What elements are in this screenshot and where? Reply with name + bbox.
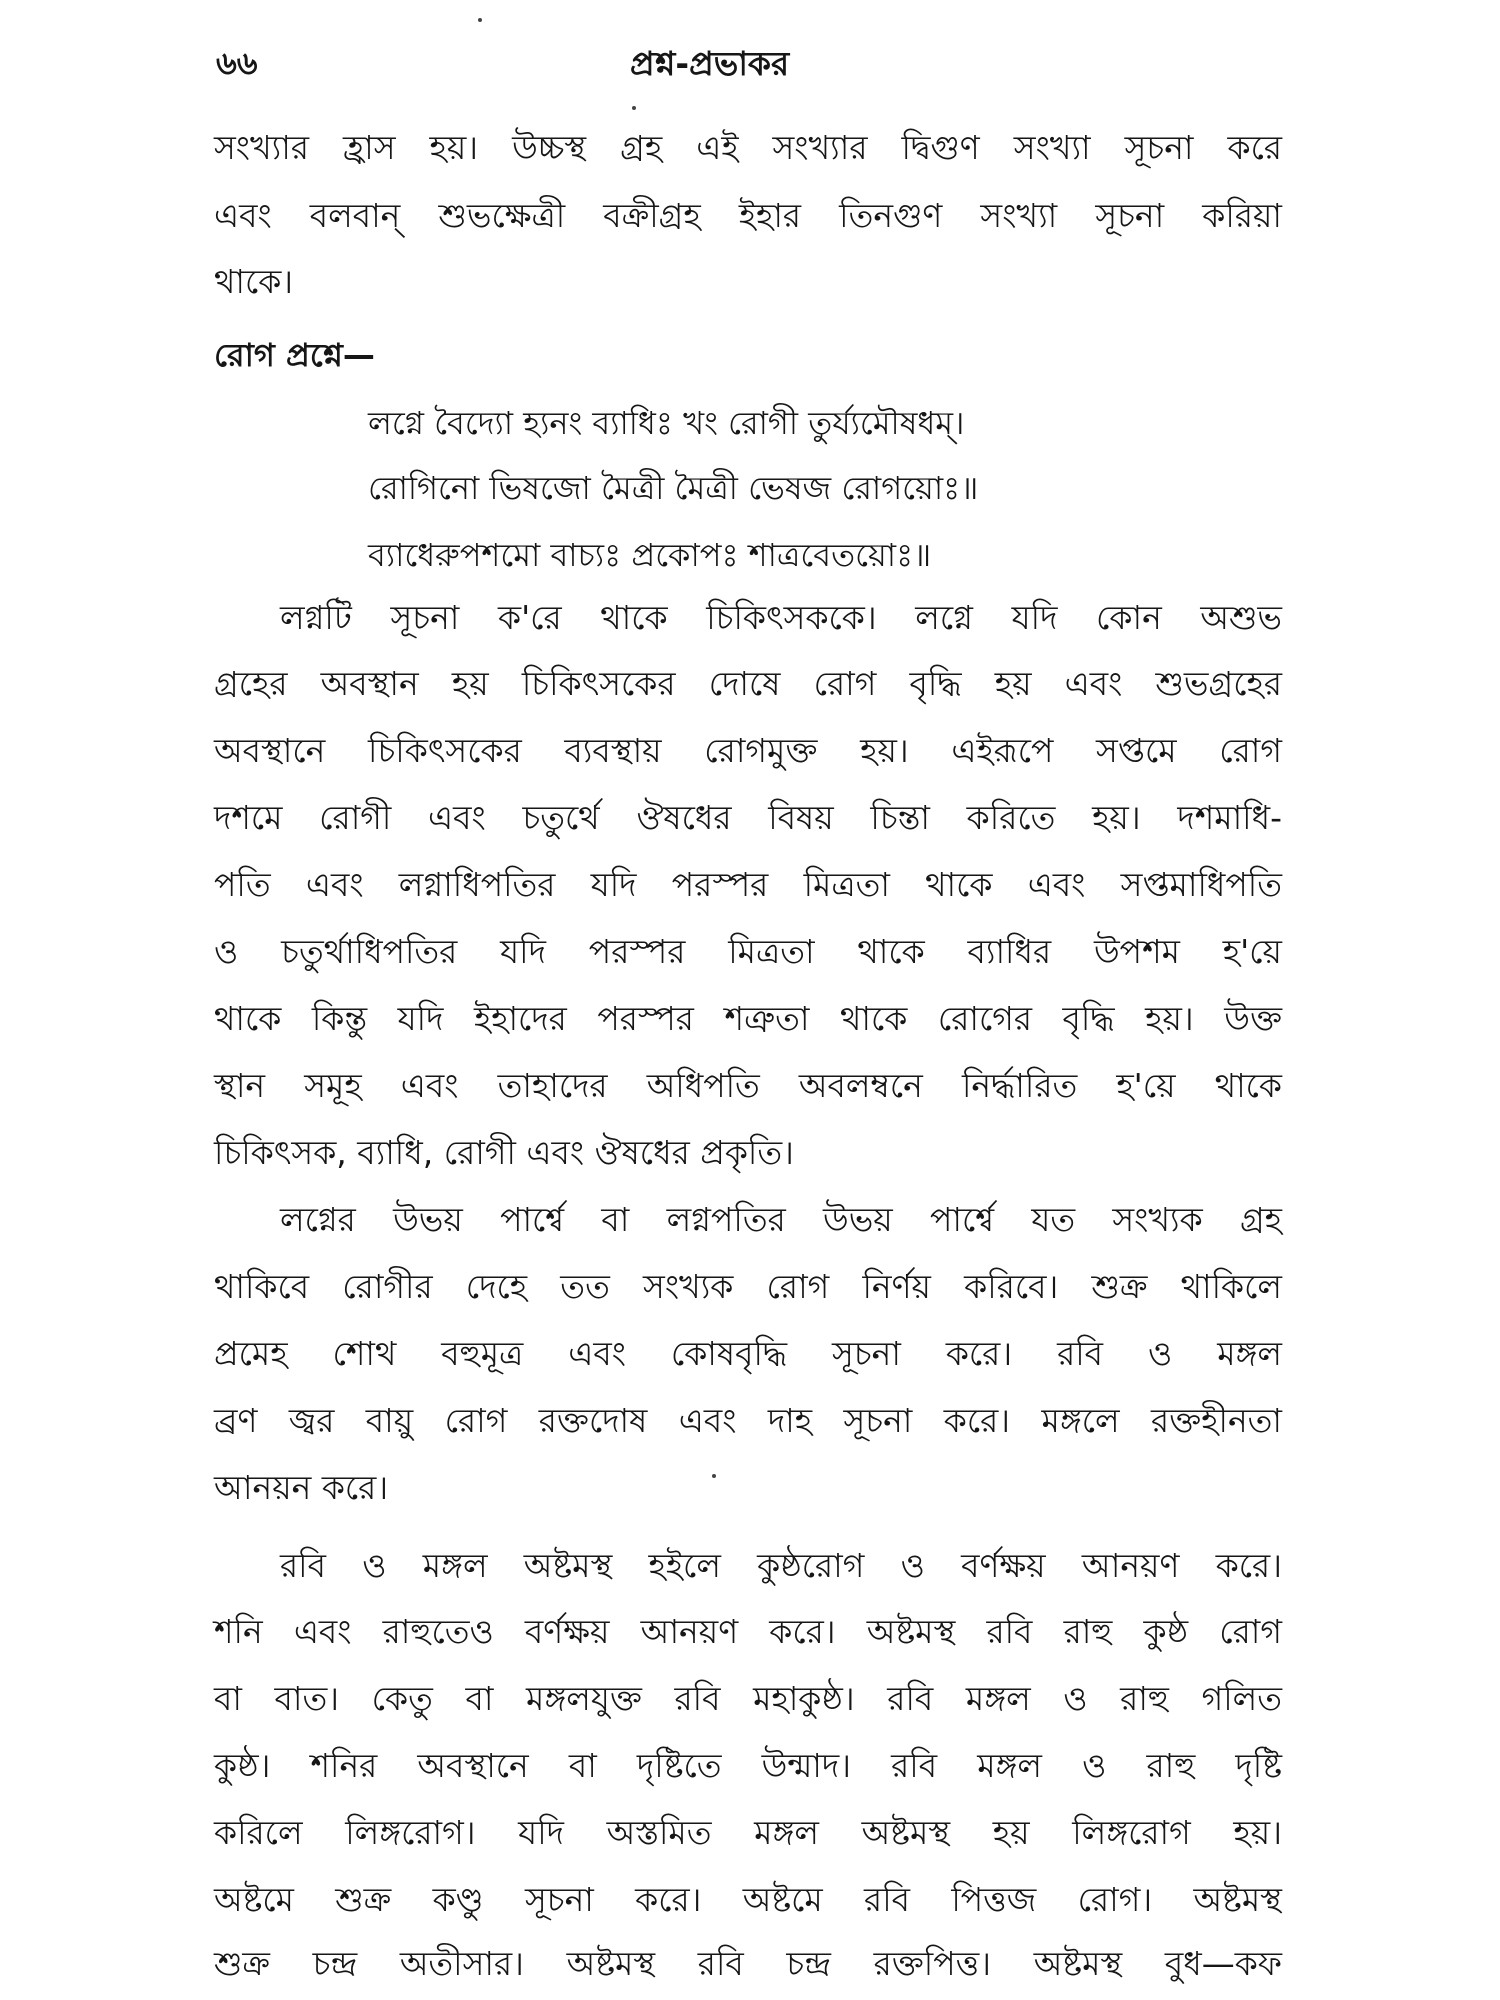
page-number: ৬৬ <box>216 44 258 82</box>
verse-line: রোগিনো ভিষজো মৈত্রী মৈত্রী ভেষজ রোগয়োঃ॥ <box>368 469 979 507</box>
paragraph-line: করিলে লিঙ্গরোগ। যদি অস্তমিত মঙ্গল অষ্টমস্থ হয় লিঙ্গরোগ হয়। <box>214 1813 1282 1852</box>
paragraph-line: ব্রণ জ্বর বায়ু রোগ রক্তদোষ এবং দাহ সূচনা করে। মঙ্গলে রক্তহীনতা <box>214 1401 1282 1440</box>
paragraph-line: দশমে রোগী এবং চতুর্থে ঔষধের বিষয় চিন্তা করিতে হয়। দশমাধি- <box>214 798 1282 837</box>
paragraph-line: স্থান সমূহ এবং তাহাদের অধিপতি অবলম্বনে নির্দ্ধারিত হ'য়ে থাকে <box>214 1066 1282 1105</box>
verse-line: ব্যাধেরুপশমো বাচ্যঃ প্রকোপঃ শাত্রবেতয়োঃ॥ <box>368 536 932 574</box>
intro-line: এবং বলবান্ শুভক্ষেত্রী বক্রীগ্রহ ইহার তিনগুণ সংখ্যা সূচনা করিয়া <box>214 196 1282 235</box>
scan-speck <box>712 1474 716 1478</box>
section-heading: রোগ প্রশ্নে— <box>214 336 375 374</box>
paragraph-line: শনি এবং রাহুতেও বর্ণক্ষয় আনয়ণ করে। অষ্টমস্থ রবি রাহু কুষ্ঠ রোগ <box>214 1612 1282 1651</box>
paragraph-line: আনয়ন করে। <box>214 1468 389 1507</box>
paragraph-line: গ্রহের অবস্থান হয় চিকিৎসকের দোষে রোগ বৃদ্ধি হয় এবং শুভগ্রহের <box>214 664 1282 703</box>
paragraph-line: ও চতুর্থাধিপতির যদি পরস্পর মিত্রতা থাকে ব্যাধির উপশম হ'য়ে <box>214 932 1282 971</box>
running-title: প্রশ্ন-প্রভাকর <box>630 44 790 83</box>
paragraph-line: চিকিৎসক, ব্যাধি, রোগী এবং ঔষধের প্রকৃতি। <box>214 1133 794 1172</box>
paragraph-line: লগ্নটি সূচনা ক'রে থাকে চিকিৎসককে। লগ্নে যদি কোন অশুভ <box>280 598 1282 637</box>
paragraph-line: শুক্র চন্দ্র অতীসার। অষ্টমস্থ রবি চন্দ্র রক্তপিত্ত। অষ্টমস্থ বুধ—কফ <box>214 1944 1282 1983</box>
verse-line: লগ্নে বৈদ্যো হ্যনং ব্যাধিঃ খং রোগী তুর্য্যমৌষধম্। <box>368 404 965 442</box>
paragraph-line: বা বাত। কেতু বা মঙ্গলযুক্ত রবি মহাকুষ্ঠ। রবি মঙ্গল ও রাহু গলিত <box>214 1679 1282 1718</box>
intro-line: থাকে। <box>214 262 294 301</box>
paragraph-line: অষ্টমে শুক্র কণ্ডু সূচনা করে। অষ্টমে রবি পিত্তজ রোগ। অষ্টমস্থ <box>214 1880 1282 1919</box>
paragraph-line: কুষ্ঠ। শনির অবস্থানে বা দৃষ্টিতে উন্মাদ। রবি মঙ্গল ও রাহু দৃষ্টি <box>214 1746 1282 1785</box>
paragraph-line: রবি ও মঙ্গল অষ্টমস্থ হইলে কুষ্ঠরোগ ও বর্ণক্ষয় আনয়ণ করে। <box>280 1546 1282 1585</box>
scan-speck <box>632 106 636 110</box>
paragraph-line: লগ্নের উভয় পার্শ্বে বা লগ্নপতির উভয় পার্শ্বে যত সংখ্যক গ্রহ <box>280 1200 1282 1239</box>
paragraph-line: পতি এবং লগ্নাধিপতির যদি পরস্পর মিত্রতা থাকে এবং সপ্তমাধিপতি <box>214 865 1282 904</box>
paragraph-line: প্রমেহ শোথ বহুমূত্র এবং কোষবৃদ্ধি সূচনা করে। রবি ও মঙ্গল <box>214 1334 1282 1373</box>
paragraph-line: থাকিবে রোগীর দেহে তত সংখ্যক রোগ নির্ণয় করিবে। শুক্র থাকিলে <box>214 1267 1282 1306</box>
paragraph-line: থাকে কিন্তু যদি ইহাদের পরস্পর শত্রুতা থাকে রোগের বৃদ্ধি হয়। উক্ত <box>214 999 1282 1038</box>
intro-line: সংখ্যার হ্রাস হয়। উচ্চস্থ গ্রহ এই সংখ্যার দ্বিগুণ সংখ্যা সূচনা করে <box>214 128 1282 167</box>
scan-speck <box>478 18 482 22</box>
paragraph-line: অবস্থানে চিকিৎসকের ব্যবস্থায় রোগমুক্ত হয়। এইরূপে সপ্তমে রোগ <box>214 731 1282 770</box>
